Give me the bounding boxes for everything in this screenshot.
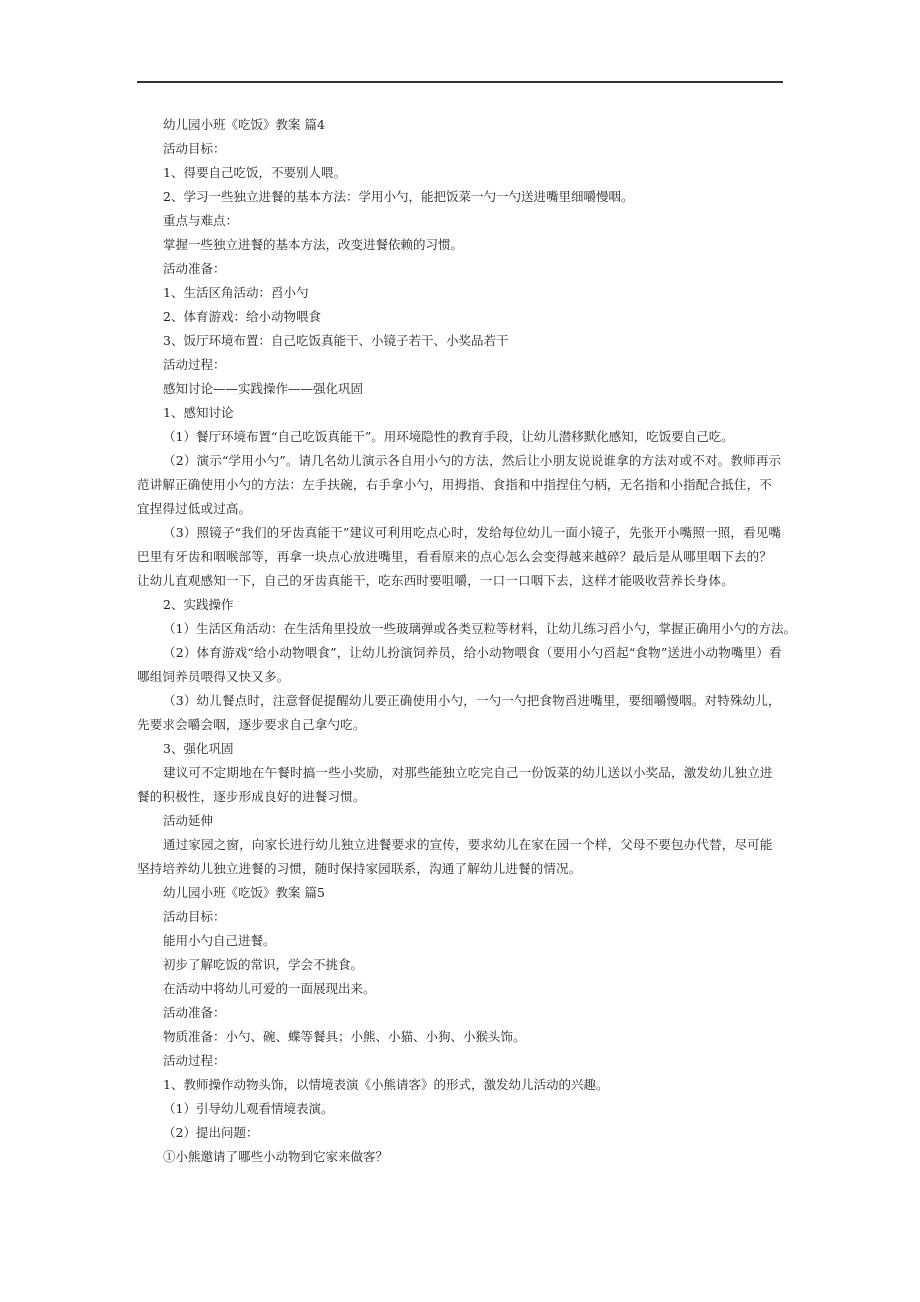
goal-item: 1、得要自己吃饭，不要别人喂。 xyxy=(163,165,346,180)
preparation-item: 2、体育游戏：给小动物喂食 xyxy=(163,309,321,324)
heading-key-points: 重点与难点： xyxy=(163,213,239,228)
heading-process: 活动过程： xyxy=(163,357,226,372)
preparation-item: 物质准备：小勺、碗、蝶等餐具；小熊、小猫、小狗、小猴头饰。 xyxy=(163,1029,526,1044)
process-step: 1、教师操作动物头饰，以情境表演《小熊请客》的形式，激发幼儿活动的兴趣。 xyxy=(163,1077,609,1092)
subheading: 1、感知讨论 xyxy=(163,405,234,420)
goal-item: 能用小勺自己进餐。 xyxy=(163,933,276,948)
heading-goals: 活动目标： xyxy=(163,909,226,924)
heading-goals: 活动目标： xyxy=(163,141,226,156)
process-outline: 感知讨论——实践操作——强化巩固 xyxy=(163,381,364,396)
heading-process: 活动过程： xyxy=(163,1053,226,1068)
goal-item: 在活动中将幼儿可爱的一面展现出来。 xyxy=(163,981,376,996)
section-title-5: 幼儿园小班《吃饭》教案 篇5 xyxy=(163,885,325,900)
section-title-4: 幼儿园小班《吃饭》教案 篇4 xyxy=(163,117,325,132)
heading-extension: 活动延伸 xyxy=(163,813,214,828)
goal-item: 2、学习一些独立进餐的基本方法：学用小勺，能把饭菜一勺一勺送进嘴里细嚼慢咽。 xyxy=(163,189,634,204)
goal-item: 初步了解吃饭的常识，学会不挑食。 xyxy=(163,957,364,972)
heading-preparation: 活动准备： xyxy=(163,1005,226,1020)
extension-paragraph: 通过家园之窗，向家长进行幼儿独立进餐要求的宣传，要求幼儿在家在园一个样，父母不要包办代替，尽可能坚持培养幼儿独立进餐的习惯，随时保持家园联系，沟通了解幼儿进餐的情况。 xyxy=(137,837,773,876)
header-rule xyxy=(137,81,783,83)
process-step: （2）提出问题： xyxy=(163,1125,259,1140)
process-step: （1）生活区角活动：在生活角里投放一些玻璃弹或各类豆粒等材料，让幼儿练习舀小勺，掌握正确用小勺的方法。 xyxy=(163,621,796,636)
process-step-paragraph: （2）体育游戏“给小动物喂食”，让幼儿扮演饲养员，给小动物喂食（要用小勺舀起“食物”送进小动物嘴里）看哪组饲养员喂得又快又多。 xyxy=(137,645,782,684)
question-item: ①小熊邀请了哪些小动物到它家来做客？ xyxy=(163,1149,389,1164)
key-points-text: 掌握一些独立进餐的基本方法，改变进餐依赖的习惯。 xyxy=(163,237,464,252)
reinforcement-paragraph: 建议可不定期地在午餐时搞一些小奖励，对那些能独立吃完自己一份饭菜的幼儿送以小奖品，激发幼儿独立进餐的积极性，逐步形成良好的进餐习惯。 xyxy=(137,765,773,804)
process-step: （1）引导幼儿观看情境表演。 xyxy=(163,1101,334,1116)
subheading: 2、实践操作 xyxy=(163,597,234,612)
process-step-paragraph: （3）照镜子“我们的牙齿真能干”建议可利用吃点心时，发给每位幼儿一面小镜子，先张开小嘴照一照，看见嘴巴里有牙齿和咽喉部等，再拿一块点心放进嘴里，看看原来的点心怎么会变得越来越碎？最后是从哪里咽下去的？让幼儿直观感知一下，自己的牙齿真能干，吃东西时要咀嚼，一口一口咽下去，这样才能吸收营养长身体。 xyxy=(137,525,782,588)
heading-preparation: 活动准备： xyxy=(163,261,226,276)
process-step-paragraph: （3）幼儿餐点时，注意督促提醒幼儿要正确使用小勺，一勺一勺把食物舀进嘴里，要细嚼慢咽。对特殊幼儿，先要求会嚼会咽，逐步要求自己拿勺吃。 xyxy=(137,693,781,732)
process-step: （1）餐厅环境布置“自己吃饭真能干”。用环境隐性的教育手段，让幼儿潜移默化感知，吃饭要自己吃。 xyxy=(163,429,734,444)
document-body xyxy=(137,113,796,1169)
subheading: 3、强化巩固 xyxy=(163,741,234,756)
preparation-item: 1、生活区角活动：舀小勺 xyxy=(163,285,309,300)
process-step-paragraph: （2）演示“学用小勺”。请几名幼儿演示各自用小勺的方法，然后让小朋友说说谁拿的方法对或不对。教师再示范讲解正确使用小勺的方法：左手扶碗，右手拿小勺，用拇指、食指和中指捏住勺柄，无名指和小指配合抵住，不宜捏得过低或过高。 xyxy=(137,453,782,516)
preparation-item: 3、饭厅环境布置：自己吃饭真能干、小镜子若干、小奖品若干 xyxy=(163,333,509,348)
